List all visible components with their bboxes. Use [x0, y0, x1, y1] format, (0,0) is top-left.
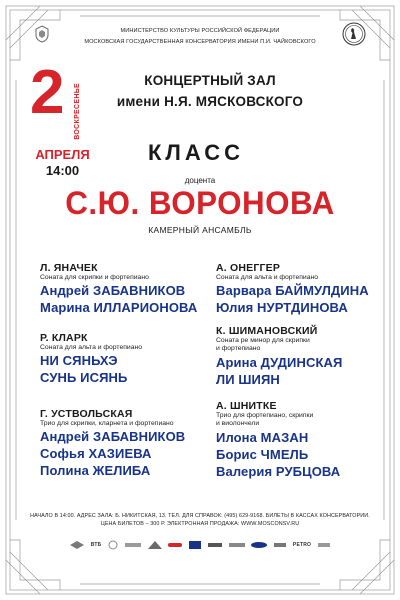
performer: Варвара БАЙМУЛДИНА: [216, 283, 369, 299]
sponsor-logo-icon: [148, 541, 162, 549]
performer: Илона МАЗАН: [216, 429, 309, 445]
composer-name: Л. ЯНАЧЕК: [40, 262, 98, 274]
piece-title: Соната для альта и фортепиано: [216, 274, 319, 281]
performer: Борис ЧМЕЛЬ: [216, 446, 309, 462]
performer: Полина ЖЕЛИБА: [40, 463, 151, 479]
date-time: 14:00: [45, 163, 80, 178]
title-name: С.Ю. ВОРОНОВА: [65, 185, 335, 221]
composer-name: А. ОНЕГГЕР: [216, 262, 281, 274]
program-item: [40, 332, 200, 386]
program-item: [40, 408, 210, 479]
conservatory-line: МОСКОВСКАЯ ГОСУДАРСТВЕННАЯ КОНСЕРВАТОРИЯ ИМЕНИ П.И. ЧАЙКОВСКОГО: [84, 39, 316, 45]
sponsor-logo-icon: [125, 542, 141, 548]
piece-title: и виолончели: [216, 420, 260, 428]
performer: СУНЬ ИСЯНЬ: [40, 370, 128, 386]
composer-name: Г. УСТВОЛЬСКАЯ: [40, 408, 133, 420]
piece-title: Соната ре минор для скрипки: [216, 337, 310, 344]
date-day: 2: [30, 58, 63, 127]
piece-title: Трио для скрипки, кларнета и фортепиано: [40, 420, 174, 427]
program-item: [216, 400, 376, 480]
piece-title: Соната для скрипки и фортепиано: [40, 274, 149, 281]
title-docenta: доцента: [184, 176, 216, 185]
program-item: [216, 325, 376, 388]
venue-line2: имени Н.Я. МЯСКОВСКОГО: [116, 94, 304, 109]
performer: НИ СЯНЬХЭ: [40, 353, 118, 369]
date-month: АПРЕЛЯ: [35, 147, 90, 162]
sponsor-logo-icon: [189, 541, 201, 549]
ministry-line: МИНИСТЕРСТВО КУЛЬТУРЫ РОССИЙСКОЙ ФЕДЕРАЦИИ: [120, 28, 280, 34]
sponsor-logo-icon: [318, 542, 330, 548]
performer: Валерия РУБЦОВА: [216, 463, 341, 479]
performer: Андрей ЗАБАВНИКОВ: [40, 429, 186, 445]
piece-title: и фортепиано: [216, 345, 261, 353]
composer-name: Р. КЛАРК: [40, 332, 88, 344]
sponsor-logo-icon: [208, 542, 222, 548]
sponsor-logos: [70, 537, 330, 553]
performer: Андрей ЗАБАВНИКОВ: [40, 283, 186, 299]
ministry-emblem-icon: [34, 25, 50, 43]
venue-line1: КОНЦЕРТНЫЙ ЗАЛ: [144, 73, 276, 88]
sponsor-petro: PETRO: [292, 542, 312, 548]
piece-title: Соната для альта и фортепиано: [40, 344, 143, 351]
performer: Софья ХАЗИЕВА: [40, 446, 152, 462]
sponsor-vtb: ВТБ: [90, 542, 102, 548]
title-ensemble: КАМЕРНЫЙ АНСАМБЛЬ: [148, 225, 252, 235]
sponsor-logo-icon: [274, 542, 286, 548]
composer-name: А. ШНИТКЕ: [216, 400, 277, 412]
performer: Марина ИЛЛАРИОНОВА: [40, 300, 198, 316]
program-item: [40, 262, 200, 316]
sponsor-logo-icon: [168, 541, 182, 549]
composer-name: К. ШИМАНОВСКИЙ: [216, 325, 318, 337]
sponsor-logo-icon: [251, 542, 267, 548]
footer-line1: НАЧАЛО В 14:00. АДРЕС ЗАЛА: Б. НИКИТСКАЯ, 13. ТЕЛ. ДЛЯ СПРАВОК: (495) 629-9168. БИЛЕТЫ В КАССАХ КОНСЕРВАТОРИИ.: [30, 513, 370, 519]
footer-line2: ЦЕНА БИЛЕТОВ – 300 Р. ЭЛЕКТРОННАЯ ПРОДАЖА: WWW.MOSCONSV.RU: [100, 521, 300, 527]
sponsor-logo-icon: [108, 540, 118, 550]
date-weekday: ВОСКРЕСЕНЬЕ: [74, 83, 81, 140]
performer: Арина ДУДИНСКАЯ: [216, 354, 343, 370]
title-klass: КЛАСС: [148, 140, 244, 165]
piece-title: Трио для фортепиано, скрипки: [216, 412, 314, 419]
sponsor-logo-icon: [70, 541, 84, 549]
program-item: [216, 262, 376, 316]
performer: Юлия НУРТДИНОВА: [216, 300, 348, 316]
sponsor-logo-icon: [229, 542, 245, 548]
performer: ЛИ ШИЯН: [216, 371, 280, 387]
